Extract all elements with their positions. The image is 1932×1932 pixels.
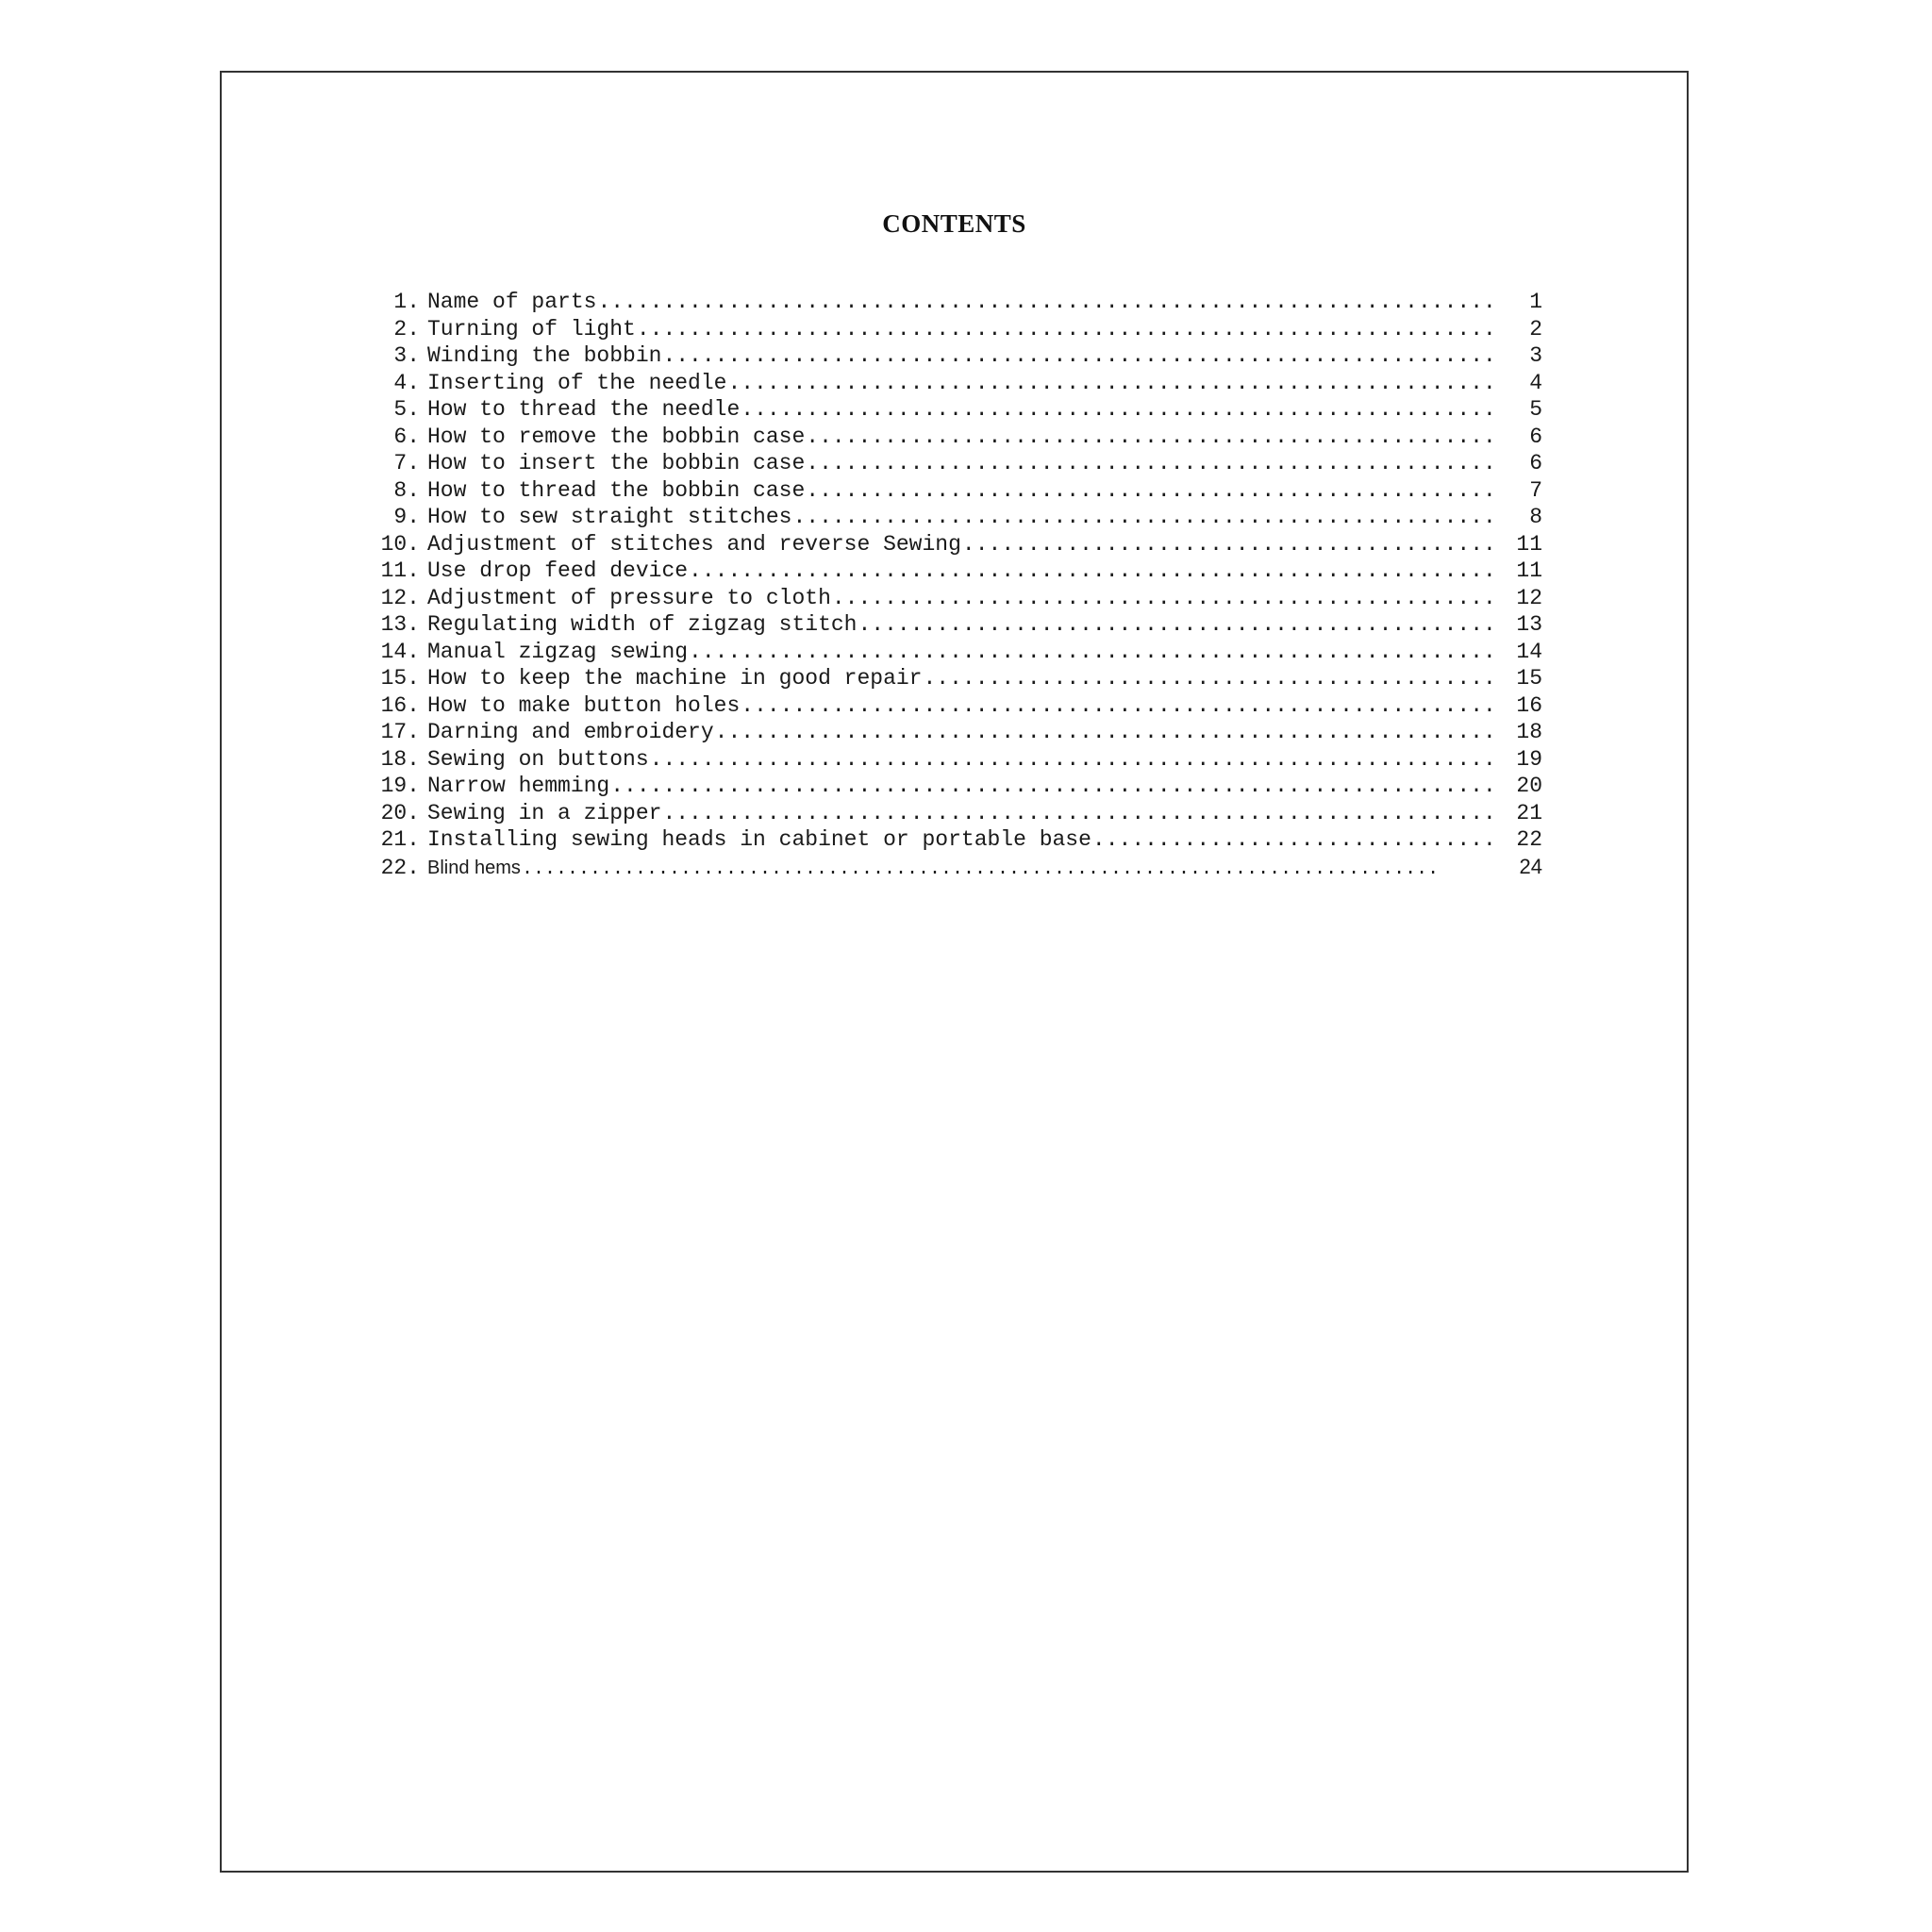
toc-entry-number: 5. bbox=[393, 397, 420, 422]
toc-entry-page: 7 bbox=[1529, 477, 1542, 503]
toc-entry-label: How to make button holes bbox=[427, 692, 741, 718]
toc-entry-number: 10. bbox=[380, 531, 420, 557]
toc-entry-number: 8. bbox=[393, 477, 420, 503]
toc-entry-number: 13. bbox=[380, 612, 420, 637]
toc-dot-leader bbox=[522, 857, 1442, 884]
toc-entry-number: 3. bbox=[393, 343, 420, 368]
toc-dot-leader bbox=[924, 665, 1500, 692]
toc-entry-page: 15 bbox=[1516, 666, 1542, 691]
toc-entry-number: 4. bbox=[393, 370, 420, 395]
toc-entry-label: Inserting of the needle bbox=[427, 370, 727, 395]
toc-entry-label: Manual zigzag sewing bbox=[427, 639, 689, 664]
toc-entry-label: How to thread the needle bbox=[427, 397, 741, 422]
toc-entry-number: 22. bbox=[380, 855, 420, 880]
toc-entry-number: 14. bbox=[380, 639, 420, 664]
toc-entry bbox=[363, 370, 1542, 397]
toc-entry-page: 1 bbox=[1529, 290, 1542, 314]
toc-entry bbox=[363, 396, 1542, 424]
toc-entry-label: Regulating width of zigzag stitch bbox=[427, 612, 858, 637]
toc-entry-label: Winding the bobbin bbox=[427, 343, 662, 368]
toc-dot-leader bbox=[962, 531, 1499, 558]
contents-title: CONTENTS bbox=[882, 209, 1026, 238]
toc-dot-leader bbox=[741, 396, 1499, 424]
toc-entry-number: 1. bbox=[393, 290, 420, 314]
toc-entry bbox=[363, 665, 1542, 692]
toc-entry bbox=[363, 477, 1542, 505]
toc-dot-leader bbox=[689, 639, 1499, 666]
toc-entry bbox=[363, 585, 1542, 612]
toc-entry bbox=[363, 342, 1542, 370]
toc-entry bbox=[363, 719, 1542, 746]
toc-entry-number: 19. bbox=[380, 774, 420, 798]
toc-entry bbox=[363, 531, 1542, 558]
toc-entry-page: 14 bbox=[1516, 639, 1542, 664]
toc-entry-page: 20 bbox=[1516, 774, 1542, 798]
toc-entry-page: 22 bbox=[1516, 827, 1542, 852]
toc-entry bbox=[363, 424, 1542, 451]
toc-entry-label: Darning and embroidery bbox=[427, 720, 714, 744]
toc-entry-label: Blind hems bbox=[427, 857, 521, 878]
toc-dot-leader bbox=[610, 773, 1499, 800]
toc-entry-label: How to keep the machine in good repair bbox=[427, 666, 923, 691]
toc-entry-number: 9. bbox=[393, 505, 420, 529]
toc-entry-page: 2 bbox=[1529, 316, 1542, 341]
toc-entry bbox=[363, 746, 1542, 774]
toc-entry bbox=[363, 504, 1542, 531]
toc-entry-label: How to insert the bobbin case bbox=[427, 451, 806, 475]
toc-dot-leader bbox=[806, 477, 1499, 505]
toc-entry-label: Narrow hemming bbox=[427, 774, 610, 798]
toc-dot-leader bbox=[727, 370, 1499, 397]
toc-entry-number: 2. bbox=[393, 316, 420, 341]
toc-entry bbox=[363, 800, 1542, 827]
toc-entry bbox=[363, 826, 1542, 854]
toc-entry-label: How to thread the bobbin case bbox=[427, 477, 806, 503]
toc-dot-leader bbox=[650, 746, 1499, 774]
toc-entry-number: 20. bbox=[380, 800, 420, 825]
toc-entry-page: 12 bbox=[1516, 585, 1542, 610]
toc-entry-page: 21 bbox=[1516, 800, 1542, 825]
toc-dot-leader bbox=[806, 424, 1499, 451]
toc-entry-page: 24 bbox=[1519, 854, 1542, 878]
toc-entry-page: 5 bbox=[1529, 397, 1542, 422]
toc-entry-page: 11 bbox=[1516, 531, 1542, 557]
toc-entry-label: Adjustment of pressure to cloth bbox=[427, 585, 831, 610]
toc-dot-leader bbox=[662, 800, 1499, 827]
toc-entry-number: 21. bbox=[380, 827, 420, 852]
toc-entry-page: 6 bbox=[1529, 451, 1542, 475]
toc-entry bbox=[363, 316, 1542, 343]
toc-dot-leader bbox=[792, 504, 1499, 531]
toc-entry bbox=[363, 450, 1542, 477]
toc-entry-page: 18 bbox=[1516, 720, 1542, 744]
toc-dot-leader bbox=[597, 289, 1499, 316]
toc-entry bbox=[363, 639, 1542, 666]
toc-entry-page: 13 bbox=[1516, 612, 1542, 637]
toc-entry-number: 6. bbox=[393, 424, 420, 449]
toc-entry-number: 16. bbox=[380, 692, 420, 718]
toc-dot-leader bbox=[689, 558, 1499, 585]
toc-entry bbox=[363, 854, 1542, 881]
toc-entry-number: 7. bbox=[393, 451, 420, 475]
toc-entry-page: 19 bbox=[1516, 746, 1542, 772]
toc-dot-leader bbox=[637, 316, 1499, 343]
toc-entry-page: 4 bbox=[1529, 370, 1542, 395]
toc-entry-number: 17. bbox=[380, 720, 420, 744]
toc-entry-label: Name of parts bbox=[427, 290, 597, 314]
toc-entry-label: Turning of light bbox=[427, 316, 636, 341]
toc-entry bbox=[363, 692, 1542, 720]
toc-entry-label: How to sew straight stitches bbox=[427, 505, 792, 529]
toc-entry-number: 11. bbox=[380, 558, 420, 583]
toc-dot-leader bbox=[715, 719, 1499, 746]
toc-dot-leader bbox=[832, 585, 1499, 612]
toc-entry-label: Use drop feed device bbox=[427, 558, 689, 583]
toc-entry-page: 3 bbox=[1529, 343, 1542, 368]
toc-dot-leader bbox=[741, 692, 1499, 720]
toc-entry-page: 16 bbox=[1516, 692, 1542, 718]
document-page bbox=[220, 71, 1689, 1873]
toc-entry-page: 11 bbox=[1516, 558, 1542, 583]
toc-dot-leader bbox=[858, 611, 1499, 639]
toc-entry bbox=[363, 773, 1542, 800]
toc-entry-label: Sewing in a zipper bbox=[427, 800, 662, 825]
toc-entry-label: Adjustment of stitches and reverse Sewing bbox=[427, 531, 961, 557]
toc-entry-number: 18. bbox=[380, 746, 420, 772]
toc-entry-label: Installing sewing heads in cabinet or portable base bbox=[427, 827, 1091, 852]
toc-entry bbox=[363, 611, 1542, 639]
toc-entry-label: How to remove the bobbin case bbox=[427, 424, 806, 449]
toc-entry bbox=[363, 289, 1542, 316]
toc-dot-leader bbox=[662, 342, 1499, 370]
toc-entry-label: Sewing on buttons bbox=[427, 746, 649, 772]
toc-entry-page: 6 bbox=[1529, 424, 1542, 449]
toc-entry-number: 15. bbox=[380, 666, 420, 691]
table-of-contents bbox=[363, 289, 1542, 880]
toc-entry-number: 12. bbox=[380, 585, 420, 610]
toc-dot-leader bbox=[806, 450, 1499, 477]
toc-dot-leader bbox=[1092, 826, 1499, 854]
toc-entry bbox=[363, 558, 1542, 585]
toc-entry-page: 8 bbox=[1529, 505, 1542, 529]
